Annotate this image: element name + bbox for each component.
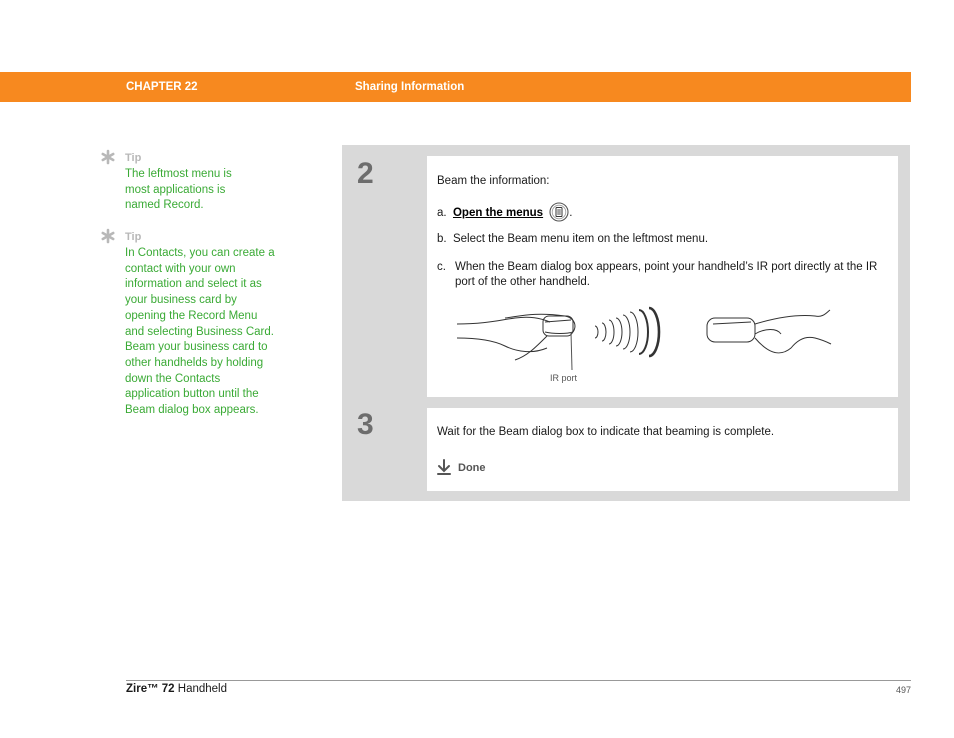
step-number: 3 (357, 408, 374, 441)
tip-label: Tip (125, 231, 142, 243)
beaming-handhelds-illustration (455, 304, 835, 370)
chapter-header-bar (0, 72, 911, 102)
step-3-panel (427, 408, 898, 491)
footer-product (126, 683, 227, 695)
step-number: 2 (357, 157, 374, 190)
chapter-label: CHAPTER 22 (126, 81, 198, 93)
step-text: Wait for the Beam dialog box to indicate that beaming is complete. (437, 426, 775, 438)
done-label: Done (458, 462, 486, 474)
item-marker: a. (437, 207, 447, 219)
step-intro: Beam the information: (437, 175, 550, 187)
ir-port-caption: IR port (550, 373, 578, 383)
footer-divider (126, 680, 911, 681)
page-number: 497 (895, 685, 911, 695)
product-suffix: Handheld (174, 683, 228, 695)
step-2-panel (427, 156, 898, 397)
section-title: Sharing Information (355, 81, 465, 93)
item-suffix: . (569, 207, 573, 219)
item-text: Select the Beam menu item on the leftmost menu. (452, 233, 709, 245)
asterisk-icon (100, 149, 116, 165)
item-text: When the Beam dialog box appears, point your handheld’s IR port directly at the IR port of the other handheld. (455, 261, 878, 288)
tip-text: The leftmost menu is most applications is named Record. (125, 168, 232, 212)
step-item-a (437, 202, 573, 222)
tip-label: Tip (125, 152, 142, 164)
tip-text: In Contacts, you can create a contact with your own information and select it as your business card by opening the Record Menu and selecting Business Card. Beam your business card to other handhelds by holding down the Contacts application button until the Beam dialog box appears. (125, 247, 275, 417)
menu-icon (549, 202, 569, 222)
step-item-b (437, 232, 708, 247)
item-marker: b. (437, 233, 447, 245)
product-name: Zire™ 72 (126, 683, 175, 695)
open-menus-link[interactable]: Open the menus (452, 207, 544, 219)
step-item-c (437, 260, 892, 290)
done-arrow-icon (437, 459, 451, 475)
item-marker: c. (437, 261, 446, 273)
asterisk-icon (100, 228, 116, 244)
